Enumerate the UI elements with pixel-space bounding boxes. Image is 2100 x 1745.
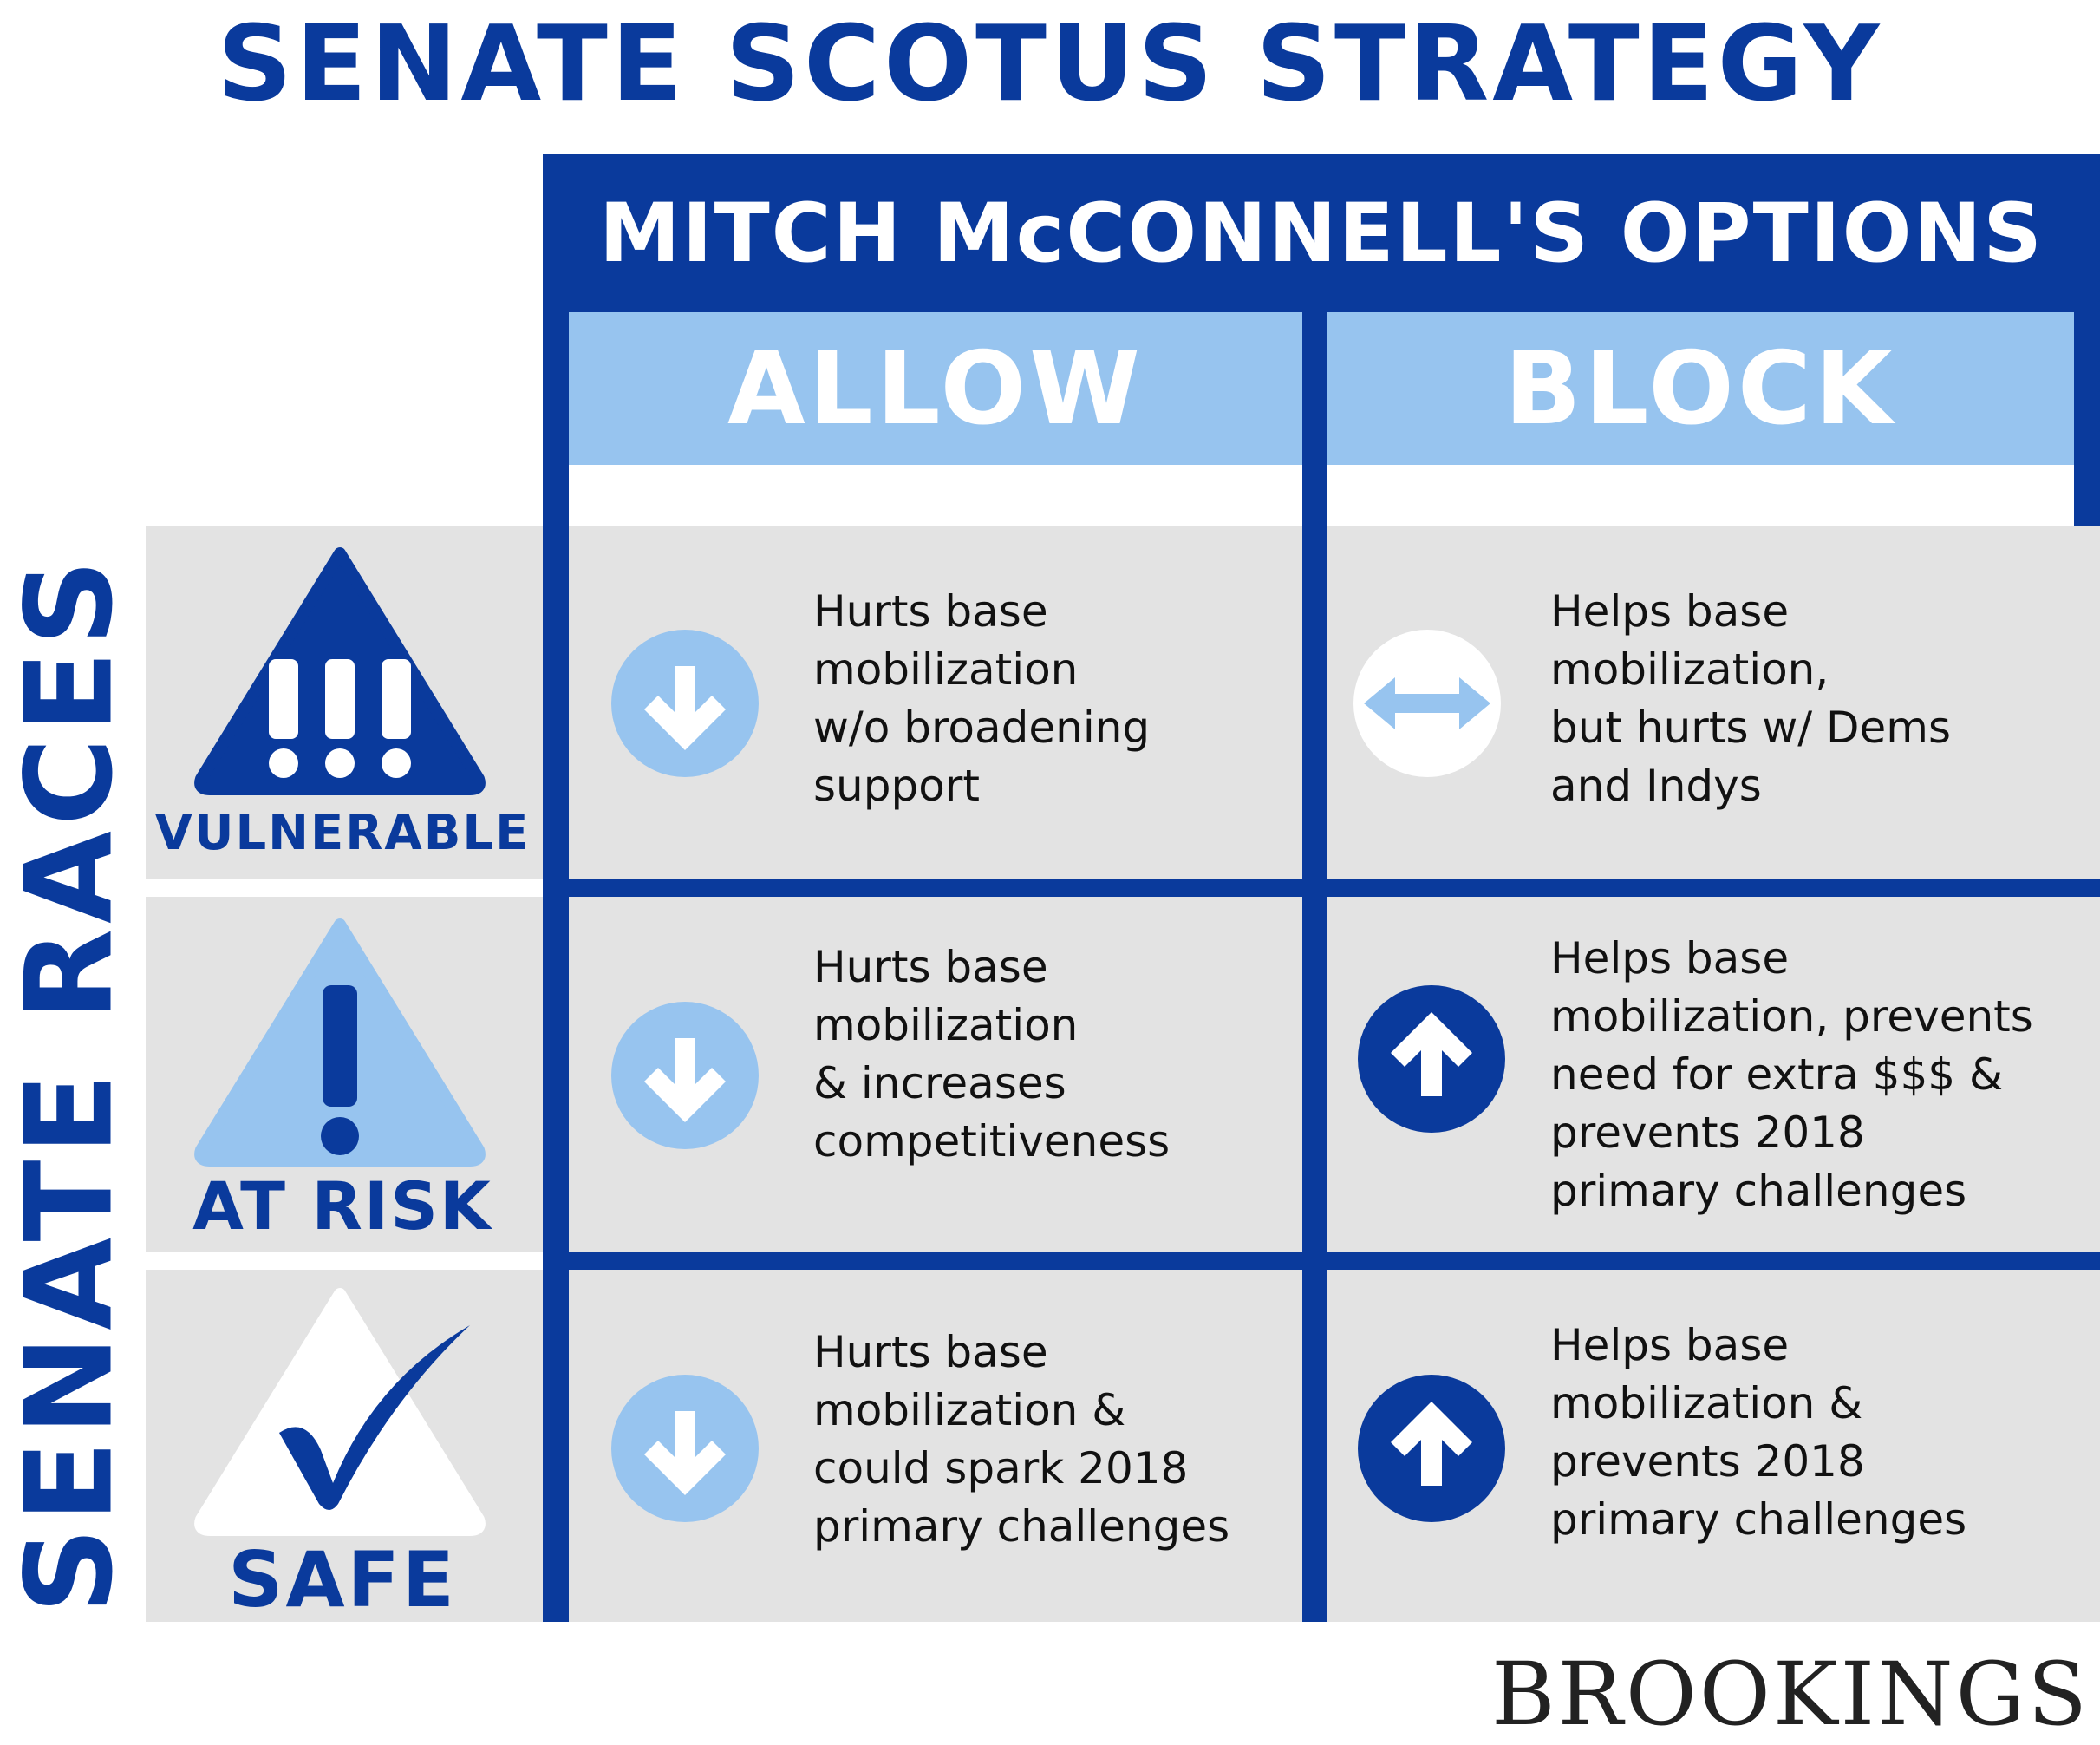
down-arrow-icon [611,630,759,777]
warning-triangle-exclamation-icon [192,916,487,1167]
double-arrow-icon [1353,630,1501,777]
column-gap-block [1327,465,2074,526]
allow-vulnerable-text: Hurts base mobilization w/o broadening support [813,586,1151,811]
options-title: MITCH McCONNELL'S OPTIONS [599,186,2044,281]
up-arrow-icon [1358,985,1505,1133]
allow-at-risk-text: Hurts base mobilization & increases competitiveness [813,942,1171,1167]
checkmark-triangle-icon [192,1285,487,1537]
allow-safe-text: Hurts base mobilization & could spark 2018 primary challenges [813,1327,1230,1552]
down-arrow-icon [611,1002,759,1149]
block-safe-text: Helps base mobilization & prevents 2018 primary challenges [1550,1320,1967,1545]
main-title: SENATE SCOTUS STRATEGY [217,4,1883,125]
side-label-text: SENATE RACES [0,554,140,1614]
warning-triangle-triple-exclamation-icon [192,545,487,796]
column-gap-allow [569,465,1302,526]
up-arrow-icon [1358,1375,1505,1522]
column-header-block: BLOCK [1327,312,2074,465]
block-vulnerable-text: Helps base mobilization, but hurts w/ Dems and Indys [1550,586,1952,811]
brookings-logo: BROOKINGS [1491,1644,2090,1745]
column-header-allow: ALLOW [569,312,1302,465]
side-label [0,0,139,1631]
row-label-safe: SAFE [228,1535,457,1624]
row-label-at-risk: AT RISK [192,1167,492,1245]
block-at-risk-text: Helps base mobilization, prevents need for extra $$$ & prevents 2018 primary challenges [1550,933,2033,1216]
down-arrow-icon [611,1375,759,1522]
row-label-vulnerable: VULNERABLE [154,805,531,861]
